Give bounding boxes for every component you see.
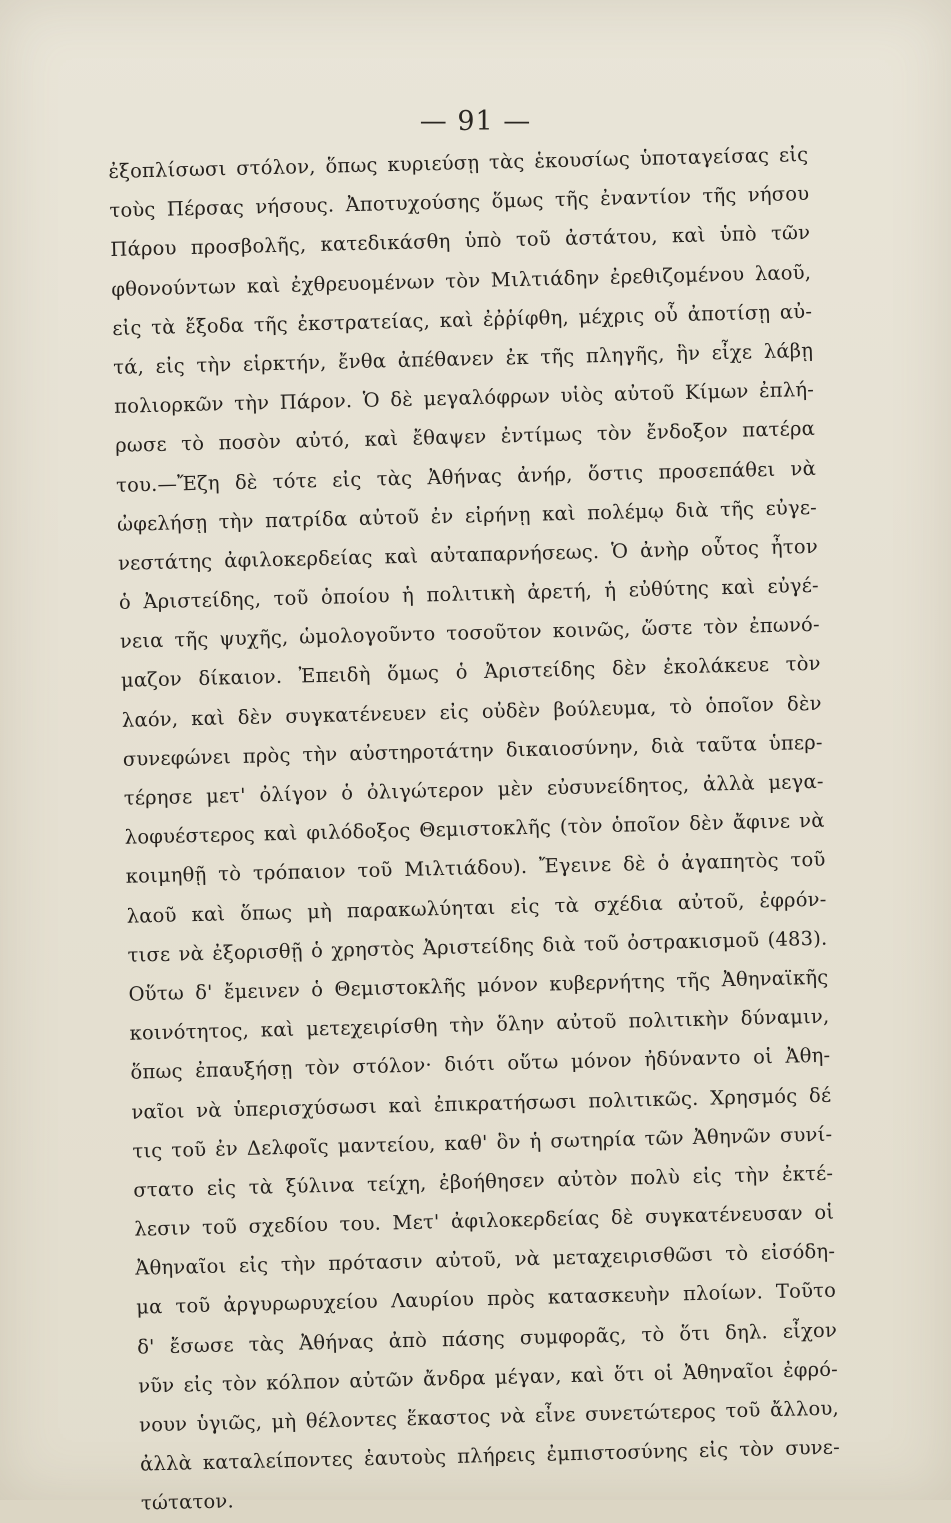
text-line: στατο εἰς τὰ ξύλινα τείχη, ἐβοήθησεν αὐτὸν πολὺ εἰς τὴν ἐκτέ- <box>133 1161 834 1202</box>
text-line: τοὺς Πέρσας νήσους. Ἀποτυχούσης ὅμως τῆς ἐναντίον τῆς νήσου <box>109 182 810 223</box>
text-line: δ' ἔσωσε τὰς Ἀθήνας ἀπὸ πάσης συμφορᾶς, τὸ ὅτι δηλ. εἶχον <box>136 1318 838 1359</box>
text-line: νουν ὑγιῶς, μὴ θέλοντες ἕκαστος νὰ εἶνε συνετώτερος τοῦ ἄλλου, <box>138 1396 840 1437</box>
text-line: Πάρου προσβολῆς, κατεδικάσθη ὑπὸ τοῦ ἀστάτου, καὶ ὑπὸ τῶν <box>110 221 811 262</box>
text-line: φθονούντων καὶ ἐχθρευομένων τὸν Μιλτιάδην ἐρεθιζομένου λαοῦ, <box>111 260 812 301</box>
text-line: τις τοῦ ἐν Δελφοῖς μαντείου, καθ' ὃν ἡ σωτηρία τῶν Ἀθηνῶν συνί- <box>132 1122 833 1163</box>
text-line: νεια τῆς ψυχῆς, ὡμολογοῦντο τοσοῦτον κοινῶς, ὥστε τὸν ἐπωνό- <box>119 613 821 654</box>
text-line: τώτατον. <box>140 1489 235 1515</box>
text-line: μαζον δίκαιον. Ἐπειδὴ ὅμως ὁ Ἀριστείδης δὲν ἐκολάκευε τὸν <box>120 652 821 693</box>
text-line: τέρησε μετ' ὀλίγον ὁ ὀλιγώτερον μὲν εὐσυνείδητος, ἀλλὰ μεγα- <box>123 769 824 810</box>
text-line: συνεφώνει πρὸς τὴν αὐστηροτάτην δικαιοσύνην, διὰ ταῦτα ὑπερ- <box>122 730 823 771</box>
page-number: — 91 — <box>419 106 532 137</box>
text-line: λαόν, καὶ δὲν συγκατένευεν εἰς οὐδὲν βούλευμα, τὸ ὁποῖον δὲν <box>121 691 822 732</box>
text-line: λοφυέστερος καὶ φιλόδοξος Θεμιστοκλῆς (τὸν ὁποῖον δὲν ἄφινε νὰ <box>124 808 825 849</box>
text-line: ρωσε τὸ ποσὸν αὐτό, καὶ ἔθαψεν ἐντίμως τὸν ἔνδοξον πατέρα <box>114 417 816 458</box>
text-line: του.—Ἔζη δὲ τότε εἰς τὰς Ἀθήνας ἀνήρ, ὅστις προσεπάθει νὰ <box>115 456 817 497</box>
text-line: εἰς τὰ ἔξοδα τῆς ἐκστρατείας, καὶ ἐῤῥίφθη, μέχρις οὗ ἀποτίσῃ αὐ- <box>112 299 813 340</box>
text-line: ὠφελήσῃ τὴν πατρίδα αὐτοῦ ἐν εἰρήνῃ καὶ πολέμῳ διὰ τῆς εὐγε- <box>116 495 818 536</box>
text-line: νῦν εἰς τὸν κόλπον αὐτῶν ἄνδρα μέγαν, καὶ ὅτι οἱ Ἀθηναῖοι ἐφρό- <box>137 1357 839 1398</box>
text-line: ἀλλὰ καταλείποντες ἑαυτοὺς πλήρεις ἐμπιστοσύνης εἰς τὸν συνε- <box>139 1435 841 1476</box>
text-line: τισε νὰ ἐξορισθῇ ὁ χρηστὸς Ἀριστείδης διὰ τοῦ ὀστρακισμοῦ (483). <box>127 926 828 967</box>
text-line: ἐξοπλίσωσι στόλον, ὅπως κυριεύσῃ τὰς ἑκουσίως ὑποταγείσας εἰς <box>108 142 809 183</box>
text-line: Ἀθηναῖοι εἰς τὴν πρότασιν αὐτοῦ, νὰ μεταχειρισθῶσι τὸ εἰσόδη- <box>135 1239 836 1280</box>
text-line: ὁ Ἀριστείδης, τοῦ ὁποίου ἡ πολιτικὴ ἀρετή, ἡ εὐθύτης καὶ εὐγέ- <box>118 573 820 614</box>
text-line: μα τοῦ ἀργυρωρυχείου Λαυρίου πρὸς κατασκευὴν πλοίων. Τοῦτο <box>135 1278 837 1320</box>
text-line: ὅπως ἐπαυξήσῃ τὸν στόλον· διότι οὕτω μόνον ἠδύναντο οἱ Ἀθη- <box>130 1043 831 1085</box>
text-line: ναῖοι νὰ ὑπερισχύσωσι καὶ ἐπικρατήσωσι πολιτικῶς. Χρησμός δέ <box>131 1083 832 1124</box>
text-line: πολιορκῶν τὴν Πάρον. Ὁ δὲ μεγαλόφρων υἱὸς αὐτοῦ Κίμων ἐπλή- <box>113 377 815 419</box>
text-line: λεσιν τοῦ σχεδίου του. Μετ' ἀφιλοκερδείας δὲ συγκατένευσαν οἱ <box>134 1200 835 1241</box>
text-line: κοιμηθῇ τὸ τρόπαιον τοῦ Μιλτιάδου). Ἔγεινε δὲ ὁ ἀγαπητὸς τοῦ <box>125 848 826 889</box>
text-line: λαοῦ καὶ ὅπως μὴ παρακωλύηται εἰς τὰ σχέδια αὐτοῦ, ἐφρόν- <box>126 887 827 928</box>
body-text <box>108 135 841 1523</box>
text-line: Οὕτω δ' ἔμεινεν ὁ Θεμιστοκλῆς μόνον κυβερνήτης τῆς Ἀθηναϊκῆς <box>128 965 829 1006</box>
text-line: κοινότητος, καὶ μετεχειρίσθη τὴν ὅλην αὐτοῦ πολιτικὴν δύναμιν, <box>129 1004 830 1045</box>
text-line: τά, εἰς τὴν εἱρκτήν, ἔνθα ἀπέθανεν ἐκ τῆς πληγῆς, ἣν εἶχε λάβῃ <box>112 338 814 379</box>
text-line: νεστάτης ἀφιλοκερδείας καὶ αὐταπαρνήσεως. Ὁ ἀνὴρ οὗτος ἦτον <box>117 534 819 575</box>
